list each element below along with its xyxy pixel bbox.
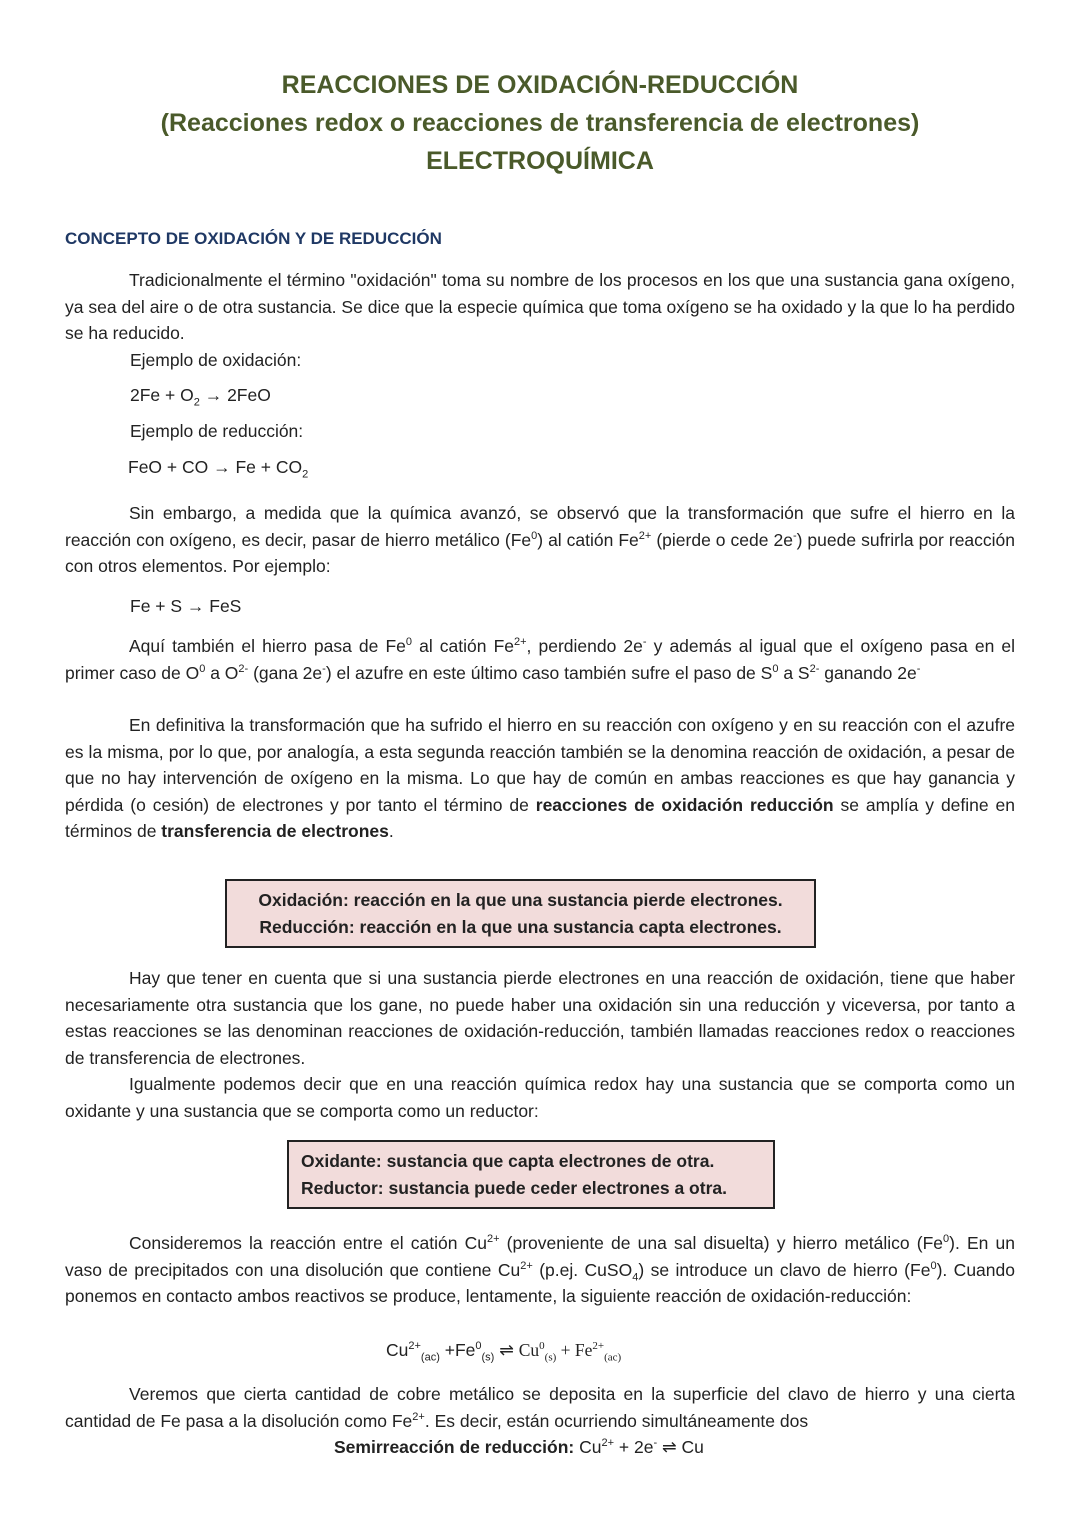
semi-reaction-label: Semirreacción de reducción: xyxy=(334,1437,575,1457)
box-line-reductant: Reductor: sustancia puede ceder electrones a otra. xyxy=(301,1177,727,1198)
equation-text: FeO + CO → Fe + CO xyxy=(128,457,303,477)
subscript: 2 xyxy=(302,468,309,481)
example-oxidation-label: Ejemplo de oxidación: xyxy=(130,350,302,370)
paragraph-8: Veremos que cierta cantidad de cobre metálico se deposita en la superficie del clavo de hierro y una cierta cantidad de Fe pasa a la disolución como $Fe^{2+}$. Es decir, están ocurriendo simultáneamente dos xyxy=(65,1384,1015,1431)
example-reduction-label: Ejemplo de reducción: xyxy=(130,421,304,441)
box-line-reduction: Reducción: reacción en la que una sustancia capta electrones. xyxy=(259,916,782,937)
paragraph-5: Hay que tener en cuenta que si una sustancia pierde electrones en una reacción de oxidación, tiene que haber necesariamente otra sustancia que los gane, no puede haber una oxidación sin una reducción y viceversa, por tanto a estas reacciones se las denominan reacciones de oxidación-reducción, también llamadas reacciones redox o reacciones de transferencia de electrones. xyxy=(65,968,1015,1068)
equation-text: → 2FeO xyxy=(199,385,271,405)
definition-box-oxidant-reductant xyxy=(287,1140,775,1209)
title-line-3: ELECTROQUÍMICA xyxy=(426,147,654,175)
box-line-oxidation: Oxidación: reacción en la que una sustancia pierde electrones. xyxy=(258,890,783,910)
box-line-oxidant: Oxidante: sustancia que capta electrones de otra. xyxy=(301,1151,715,1171)
equation-oxidation xyxy=(130,382,271,408)
title-line-1: REACCIONES DE OXIDACIÓN-REDUCCIÓN xyxy=(281,71,799,99)
title-line-2: (Reacciones redox o reacciones de transferencia de electrones) xyxy=(160,109,920,137)
paragraph-6: Igualmente podemos decir que en una reacción química redox hay una sustancia que se comporta como un oxidante y una sustancia que se comporta como un reductor: xyxy=(65,1074,1015,1121)
definition-box-oxidation-reduction xyxy=(225,879,816,948)
paragraph-7: Consideremos la reacción entre el catión $Cu^{2+}$ (proveniente de una sal disuelta) y hierro metálico (Fe$^0$). En un vaso de precipitados con una disolución que contiene $Cu^{2+}$ (p.ej. CuSO$_4$) se introduce un clavo de hierro (Fe$^0$). Cuando ponemos en contacto ambos reactivos se produce, lentamente, la siguiente reacción de oxidación-reducción: xyxy=(65,1233,1015,1306)
paragraph-1: Tradicionalmente el término "oxidación" toma su nombre de los procesos en los que una sustancia gana oxígeno, ya sea del aire o de otra sustancia. Se dice que la especie química que toma oxígeno se ha oxidado y la que lo ha perdido se ha reducido. xyxy=(65,270,1015,343)
subscript: 2 xyxy=(193,396,200,409)
paragraph-3: Aquí también el hierro pasa de Fe$^0$ al catión $Fe^{2+}$, perdiendo 2e- y además al igual que el oxígeno pasa en el primer caso de $O^0$ a $O^{2-}$ (gana 2e-) el azufre en este último caso también sufre el paso de $S^0$ a $S^{2-}$ ganando 2e- xyxy=(65,636,1016,683)
section-heading: CONCEPTO DE OXIDACIÓN Y DE REDUCCIÓN xyxy=(65,229,442,248)
equation-reduction xyxy=(128,454,308,480)
paragraph-4: En definitiva la transformación que ha sufrido el hierro en su reacción con oxígeno y en su reacción con el azufre es la misma, por lo que, por analogía, a esta segunda reacción también se la denomina reacción de oxidación, a pesar de que no hay intervención de oxígeno en la misma. Lo que hay de común en ambas reacciones es que hay ganancia y pérdida (o cesión) de electrones y por tanto el término de reacciones de oxidación reducción se amplía y define en términos de transferencia de electrones. xyxy=(65,715,1015,841)
equation-fes: Fe + S → FeS xyxy=(130,596,242,616)
semi-reaction-reduction: Semirreacción de reducción: $Cu^{2+} + 2e^-$ ⇌ Cu xyxy=(334,1437,704,1457)
paragraph-2: Sin embargo, a medida que la química avanzó, se observó que la transformación que sufre el hierro en la reacción con oxígeno, es decir, pasar de hierro metálico (Fe$^0$) al catión $Fe^{2+}$ (pierde o cede 2e-) puede sufrirla por reacción con otros elementos. Por ejemplo: xyxy=(65,503,1016,576)
equation-text: 2Fe + O xyxy=(130,385,194,405)
equation-cu-fe: $Cu^{2+}_{(ac)} +Fe^0_{(s)}$ ⇌ $Cu^0_{(s)} + Fe^{2+}_{(ac)}$ xyxy=(386,1340,622,1364)
